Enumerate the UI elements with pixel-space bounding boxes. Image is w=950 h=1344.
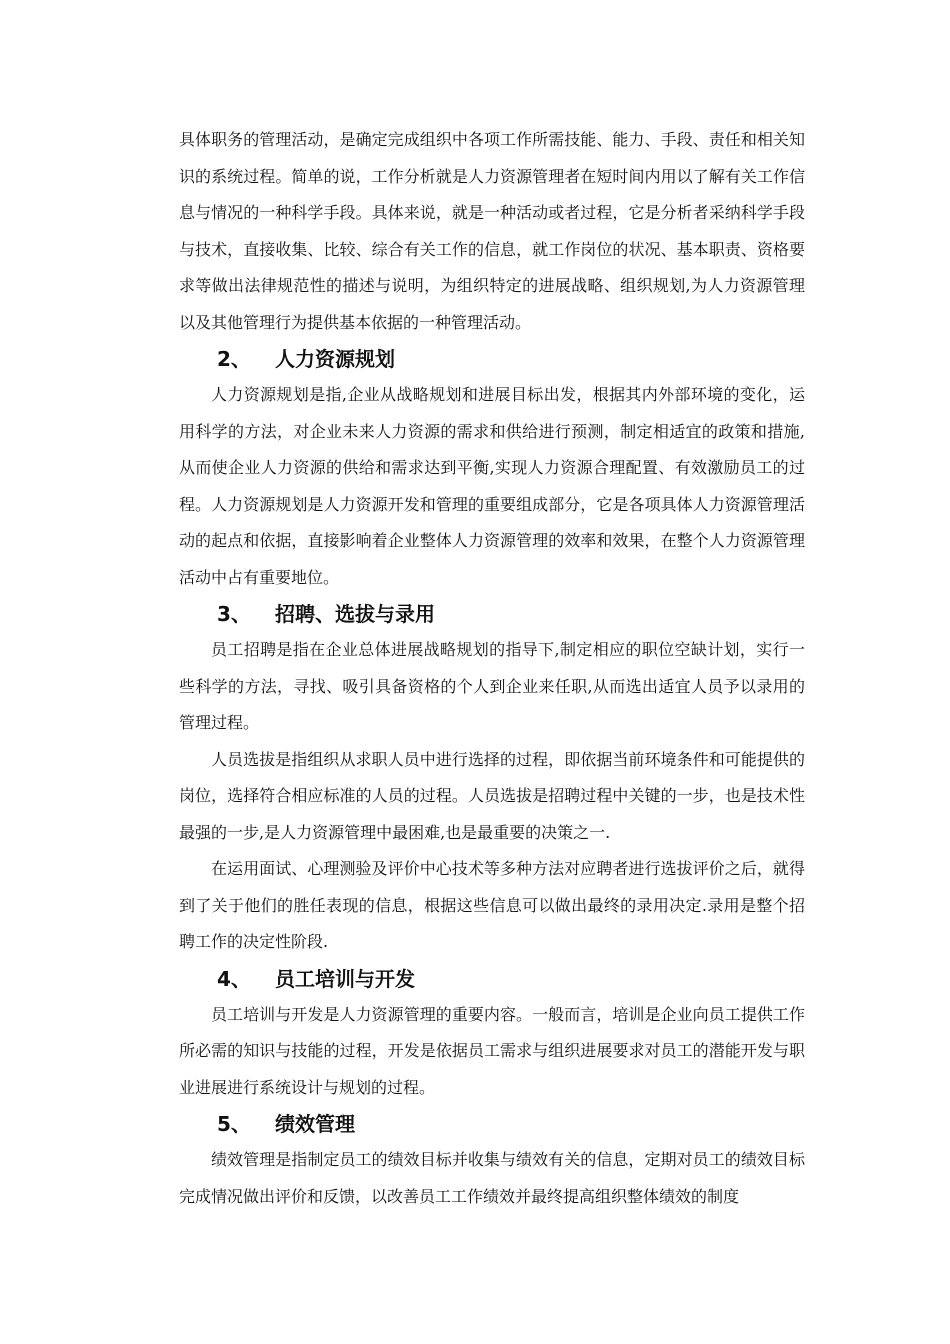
paragraph-hr-planning: 人力资源规划是指,企业从战略规划和进展目标出发，根据其内外部环境的变化，运用科学的方法，对企业未来人力资源的需求和供给进行预测，制定相适宜的政策和措施,从而使企业人力资源的供给和需求达到平衡,实现人力资源合理配置、有效激励员工的过程。人力资源规划是人力资源开发和管理的重要组成部分，它是各项具体人力资源管理活动的起点和依据，直接影响着企业整体人力资源管理的效率和效果，在整个人力资源管理活动中占有重要地位。 <box>179 385 805 587</box>
paragraph-training: 员工培训与开发是人力资源管理的重要内容。一般而言，培训是企业向员工提供工作所必需的知识与技能的过程，开发是依据员工需求与组织进展要求对员工的潜能开发与职业进展进行系统设计与规划的过程。 <box>179 1004 805 1097</box>
section-number: 5、 <box>217 1112 251 1136</box>
paragraph-recruitment: 员工招聘是指在企业总体进展战略规划的指导下,制定相应的职位空缺计划，实行一些科学的方法，寻找、吸引具备资格的个人到企业来任职,从而选出适宜人员予以录用的管理过程。 <box>179 640 805 732</box>
section-title: 招聘、选拔与录用 <box>275 602 435 626</box>
section-title: 人力资源规划 <box>275 347 395 371</box>
section-title: 绩效管理 <box>275 1112 355 1136</box>
section-heading-hr-planning <box>179 341 805 377</box>
paragraph-hiring-decision: 在运用面试、心理测验及评价中心技术等多种方法对应聘者进行选拔评价之后，就得到了关于他们的胜任表现的信息，根据这些信息可以做出最终的录用决定.录用是整个招聘工作的决定性阶段. <box>179 859 805 951</box>
paragraph-job-analysis-continued: 具体职务的管理活动，是确定完成组织中各项工作所需技能、能力、手段、责任和相关知识的系统过程。简单的说，工作分析就是人力资源管理者在短时间内用以了解有关工作信息与情况的一种科学手段。具体来说，就是一种活动或者过程，它是分析者采纳科学手段与技术，直接收集、比较、综合有关工作的信息，就工作岗位的状况、基本职责、资格要求等做出法律规范性的描述与说明，为组织特定的进展战略、组织规划,为人力资源管理以及其他管理行为提供基本依据的一种管理活动。 <box>179 130 805 332</box>
paragraph-selection: 人员选拔是指组织从求职人员中进行选择的过程，即依据当前环境条件和可能提供的岗位，选择符合相应标准的人员的过程。人员选拔是招聘过程中关键的一步，也是技术性最强的一步,是人力资源管理中最困难,也是最重要的决策之一. <box>179 749 805 842</box>
section-number: 2、 <box>217 347 251 371</box>
section-number: 4、 <box>217 966 251 991</box>
section-title: 员工培训与开发 <box>275 966 415 991</box>
section-heading-recruitment <box>179 596 805 632</box>
paragraph-performance: 绩效管理是指制定员工的绩效目标并收集与绩效有关的信息，定期对员工的绩效目标完成情况做出评价和反馈，以改善员工工作绩效并最终提高组织整体绩效的制度 <box>179 1150 805 1206</box>
section-number: 3、 <box>217 602 251 626</box>
section-heading-training <box>179 961 805 997</box>
section-heading-performance <box>179 1106 805 1142</box>
document-body <box>179 122 805 1215</box>
